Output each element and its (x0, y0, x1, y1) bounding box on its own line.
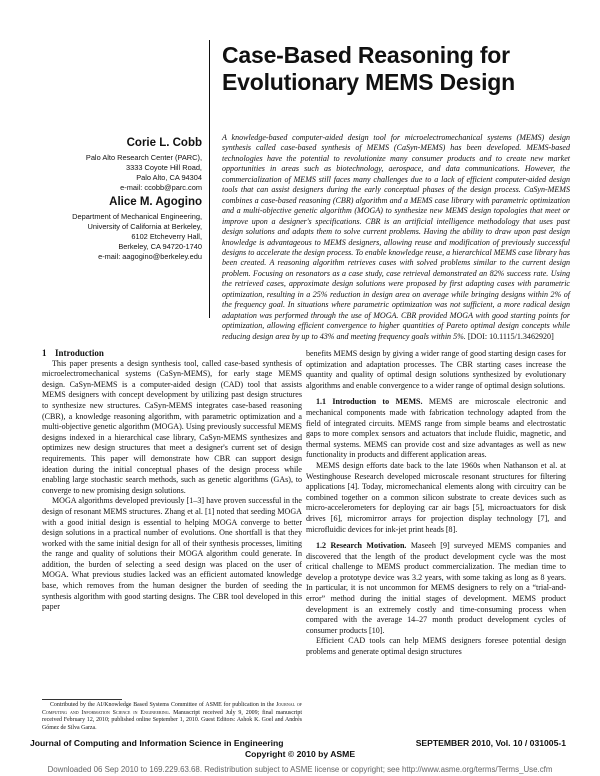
subsection-heading: 1.2 Research Motivation. (316, 541, 407, 551)
author-block-2 (72, 195, 202, 262)
section-title: Introduction (55, 348, 104, 358)
doi-link[interactable]: [DOI: 10.1115/1.3462920] (467, 331, 554, 341)
author-affiliation-line: Berkeley, CA 94720-1740 (118, 242, 202, 252)
paragraph: MOGA algorithms developed previously [1–3] have proven successful in the design of resonant MEMS structures. Zhang et al. [1] noted that seeding MOGA with a good initial design is essential to helping MOGA converge to better design solutions in a practical number of evolutions. One shortfall is that they worked with the same initial design for all of their synthesis processes, limiting the range and quality of solutions their MOGA algorithm could generate. In addition, the burden of selecting a seed design was placed on the user of MOGA. What previous studies lacked was an efficient automated knowledge base, which removes from the human designer the burden of seeding the synthesis algorithm with good starting designs. The CBR tool developed in this paper (42, 496, 302, 612)
title-divider-rule (209, 40, 210, 318)
subsection-paragraph (306, 397, 566, 461)
author-affiliation-line: University of California at Berkeley, (87, 222, 202, 232)
paragraph-text: MEMS are microscale electronic and mechanical components made with fabrication technology adapted from the field of integrated circuits. MEMS range from simple beams and electrostatic gaps to more complex sensors and actuators that include fluidic, magnetic, and thermal systems. MEMS can provide cost and size advantages as well as new functionality in products and different application areas. (306, 397, 567, 460)
footnote-text: . Manuscript received July 9, 2009; final manuscript received February 12, 2010; published online September 1, 2010. Guest Editors: Ashok K. Goel and Andrés Gómez de Silva Garza. (42, 709, 302, 731)
footnote-journal-name: Journal of Computing and Information Science in Engineering (42, 702, 303, 716)
section-number: 1 (42, 348, 47, 358)
paragraph: benefits MEMS design by giving a wider range of good starting design cases for optimization and adaptation processes. The CBR starting cases increase the quantity and quality of optimal design solutions synthesized by evolutionary algorithms and enable convergence to a wider range of optimal design solutions. (306, 349, 566, 390)
author-name: Corie L. Cobb (126, 137, 202, 149)
title-line-1: Case-Based Reasoning for (222, 42, 510, 68)
author-affiliation-line: 3333 Coyote Hill Road, (125, 163, 202, 173)
section-heading (42, 348, 302, 359)
journal-name-footer: Journal of Computing and Information Science in Engineering (30, 738, 284, 748)
body-column-right (306, 349, 566, 658)
author-email[interactable]: e-mail: aagogino@berkeley.edu (98, 252, 202, 262)
footnote-text: Contributed by the AI/Knowledge Based Systems Committee of ASME for publication in the (50, 702, 277, 708)
author-affiliation-line: 6102 Etcheverry Hall, (131, 232, 202, 242)
author-affiliation-line: Palo Alto, CA 94304 (136, 173, 202, 183)
author-affiliation-line: Palo Alto Research Center (PARC), (85, 153, 202, 162)
title-line-2: Evolutionary MEMS Design (222, 69, 515, 95)
paper-title (222, 42, 552, 96)
copyright-notice: Copyright © 2010 by ASME (244, 749, 356, 759)
paragraph: MEMS design efforts date back to the late 1960s when Nathanson et al. at Westinghouse Research developed microscale resonant structures for filtering applications [4]. Today, micromechanical elements along with circuitry can be combined together on a common silicon substrate to create devices such as micro-accelerometers for deploying car air bags [5], microactuators for disk drives [6], micromirror arrays for projection display technology [7], and microfluidic devices for ink-jet print heads [8]. (306, 460, 566, 534)
author-name: Alice M. Agogino (109, 196, 202, 208)
author-affiliation-line: Department of Mechanical Engineering, (72, 212, 202, 221)
subsection-heading: 1.1 Introduction to MEMS. (316, 397, 423, 407)
issue-page-info: SEPTEMBER 2010, Vol. 10 / 031005-1 (415, 738, 566, 748)
paragraph: This paper presents a design synthesis tool, called case-based synthesis of microelectromechanical systems (CaSyn-MEMS), for early stage MEMS design. CaSyn-MEMS is a computer-aided design (CAD) tool that assists MEMS designers with concept development by utilizing past design structures to synthesize new structures. CaSyn-MEMS integrates case-based reasoning (CBR), a knowledge reasoning algorithm, with parametric optimization and a multi-objective genetic algorithm (MOGA). Using previously successful MEMS designs indexed in a hierarchical case library, CaSyn-MEMS synthesizes and optimizes new design structures that meet a designer's current set of design requirements. This paper will demonstrate how CBR can support design ideation during the initial conceptual phases of the design process while enabling large stochastic search methods, such as genetic algorithms (GAs), to converge to new promising design solutions. (42, 358, 302, 495)
body-column-left (42, 348, 302, 613)
paragraph: Efficient CAD tools can help MEMS designers foresee potential design problems and generate optimal design structures (306, 636, 566, 657)
footnote (42, 702, 302, 732)
download-notice: Downloaded 06 Sep 2010 to 169.229.63.68. Redistribution subject to ASME license or copyright; see http://www.asme.org/terms/Terms_Use.cfm (47, 765, 553, 774)
footnote-rule (42, 699, 122, 700)
abstract-text: A knowledge-based computer-aided design tool for microelectromechanical systems (MEMS) design synthesis called case-based synthesis of MEMS (CaSyn-MEMS) has been developed. MEMS-based technologies have the potential to revolutionize many consumer products and to create new market opportunities in areas such as biotechnology, aerospace, and data communications. However, the commercialization of MEMS still faces many challenges due to a lack of efficient computer-aided design tools that can assist designers during the early conceptual phases of the design process. CaSyn-MEMS combines a case-based reasoning (CBR) algorithm and a MEMS case library with parametric optimization and a multi-objective genetic algorithm (MOGA) to synthesize new MEMS design topologies that meet or improve upon a designer's specifications. CBR is an artificial intelligence methodology that uses past design solutions and adapts them to solve current problems. Having the ability to draw upon past design knowledge is advantageous to MEMS designers, allowing reuse and modification of previously successful designs to accelerate the design process. To enable knowledge reuse, a hierarchical MEMS case library has been created. A reasoning algorithm retrieves cases with solved problems similar to the current design problem. Focusing on resonators as a case study, case retrieval demonstrated an 82% success rate. Using the retrieved cases, approximate design solutions were proposed by first adapting cases with parametric optimization, resulting in a 25% reduction in design area on average while bringing designs within 2% of the frequency goal. In situations where parametric optimization was not sufficient, a more radical design adaptation was performed through the use of MOGA. CBR provided MOGA with good starting points for optimization, allowing efficient convergence to higher quantities of Pareto optimal design concepts while reducing design area by up to 43% and meeting frequency goals within 5%. (222, 133, 570, 341)
abstract (222, 133, 570, 342)
author-email[interactable]: e-mail: ccobb@parc.com (120, 183, 202, 193)
author-block-1 (86, 136, 202, 193)
paragraph-text: Maseeh [9] surveyed MEMS companies and discovered that the length of the product development cycle was the most critical challenge to MEMS product commercialization. The median time to develop a prototype device was 3.2 years, with some taking as long as 8 years. In particular, it is not uncommon for MEMS designers to rely on a “trial-and-error” method during the initial stages of development. MEMS product development is an extremely costly and time-consuming process when compared with the average 14–27 month product development cycles of consumer products [10]. (306, 541, 567, 635)
subsection-paragraph (306, 541, 566, 636)
